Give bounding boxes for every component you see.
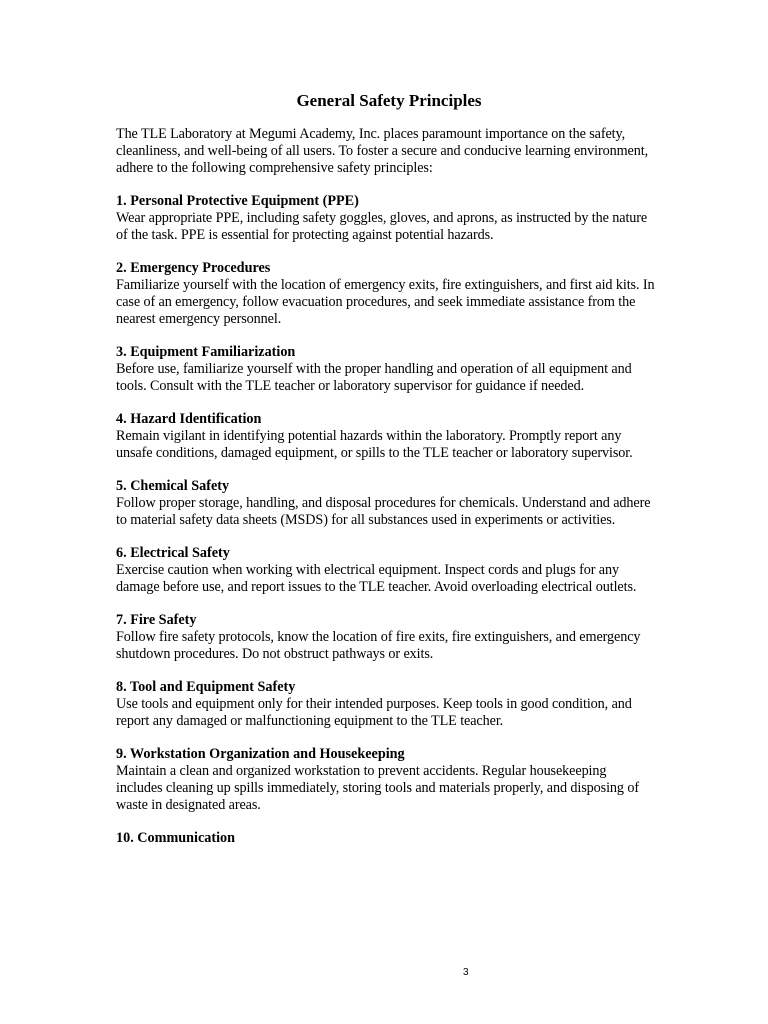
- section-chemical-safety: [116, 478, 656, 529]
- section-hazard-identification: [116, 411, 656, 462]
- section-heading: 10. Communication: [116, 830, 236, 846]
- intro-paragraph: The TLE Laboratory at Megumi Academy, Inc. places paramount importance on the safety, cleanliness, and well-being of all users. To foster a secure and conducive learning environment, adhere to the following comprehensive safety principles:: [116, 126, 649, 176]
- page-title: General Safety Principles: [296, 91, 482, 110]
- document-page: [116, 90, 656, 847]
- section-fire-safety: [116, 612, 656, 663]
- section-body: Follow fire safety protocols, know the location of fire exits, fire extinguishers, and emergency shutdown procedures. Do not obstruct pathways or exits.: [116, 629, 641, 662]
- section-equipment-familiarization: [116, 344, 656, 395]
- section-ppe: [116, 193, 656, 244]
- page-number: 3: [463, 967, 469, 978]
- section-body: Use tools and equipment only for their intended purposes. Keep tools in good condition, and report any damaged or malfunctioning equipment to the TLE teacher.: [116, 696, 632, 729]
- section-emergency-procedures: [116, 260, 656, 328]
- section-heading: 3. Equipment Familiarization: [116, 344, 296, 360]
- section-heading: 8. Tool and Equipment Safety: [116, 679, 296, 695]
- section-body: Familiarize yourself with the location of emergency exits, fire extinguishers, and first aid kits. In case of an emergency, follow evacuation procedures, and seek immediate assistance from the nearest emergency personnel.: [116, 277, 655, 327]
- section-tool-equipment-safety: [116, 679, 656, 730]
- section-workstation-housekeeping: [116, 746, 656, 814]
- section-heading: 4. Hazard Identification: [116, 411, 262, 427]
- section-electrical-safety: [116, 545, 656, 596]
- section-heading: 6. Electrical Safety: [116, 545, 230, 561]
- section-communication: [116, 830, 656, 847]
- section-body: Exercise caution when working with electrical equipment. Inspect cords and plugs for any damage before use, and report issues to the TLE teacher. Avoid overloading electrical outlets.: [116, 562, 637, 595]
- section-body: Wear appropriate PPE, including safety goggles, gloves, and aprons, as instructed by the nature of the task. PPE is essential for protecting against potential hazards.: [116, 210, 648, 243]
- section-heading: 7. Fire Safety: [116, 612, 197, 628]
- section-body: Before use, familiarize yourself with the proper handling and operation of all equipment and tools. Consult with the TLE teacher or laboratory supervisor for guidance if needed.: [116, 361, 632, 394]
- section-heading: 5. Chemical Safety: [116, 478, 230, 494]
- section-body: Maintain a clean and organized workstation to prevent accidents. Regular housekeeping includes cleaning up spills immediately, storing tools and materials properly, and disposing of waste in designated areas.: [116, 763, 639, 813]
- section-body: Remain vigilant in identifying potential hazards within the laboratory. Promptly report any unsafe conditions, damaged equipment, or spills to the TLE teacher or laboratory supervisor.: [116, 428, 633, 461]
- section-heading: 9. Workstation Organization and Housekeeping: [116, 746, 405, 762]
- section-heading: 1. Personal Protective Equipment (PPE): [116, 193, 359, 209]
- section-body: Follow proper storage, handling, and disposal procedures for chemicals. Understand and adhere to material safety data sheets (MSDS) for all substances used in experiments or activities.: [116, 495, 651, 528]
- section-heading: 2. Emergency Procedures: [116, 260, 271, 276]
